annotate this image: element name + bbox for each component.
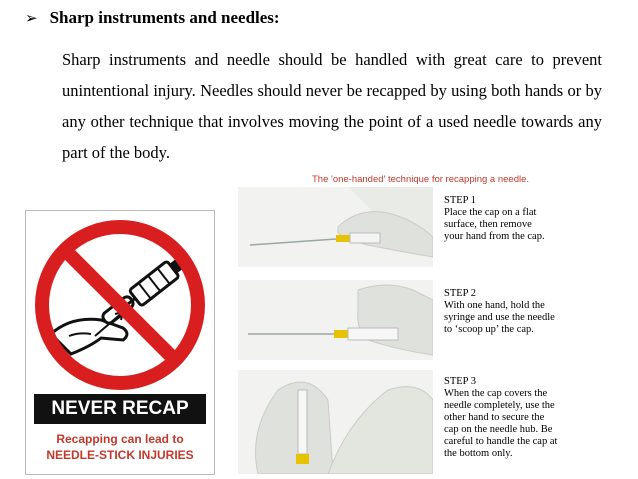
figure-caption: The 'one-handed' technique for recapping a needle. [312,174,530,185]
step2-photo [238,280,433,360]
step2-label: STEP 2 [444,288,476,299]
step1-photo [238,187,433,267]
sign-warning-line1: Recapping can lead to [56,432,184,446]
step1-label: STEP 1 [444,195,476,206]
sign-warning-line2: NEEDLE-STICK INJURIES [46,448,194,462]
step3-line: cap on the needle hub. Be [444,424,553,435]
step3-text [444,376,614,460]
step3-line: When the cap covers the [444,388,548,399]
step3-label: STEP 3 [444,376,476,387]
step3-line: careful to handle the cap at [444,436,558,447]
no-recap-prohibition-icon [31,216,209,394]
step3-photo [238,370,433,474]
step2-line: syringe and use the needle [444,312,555,323]
section-heading [25,8,280,28]
step3-line: the bottom only. [444,448,513,459]
never-recap-title: NEVER RECAP [34,394,206,424]
step1-line: surface, then remove [444,219,532,230]
never-recap-sign [25,210,215,475]
step1-line: your hand from the cap. [444,231,545,242]
arrow-bullet-icon: ➢ [25,10,38,27]
step1-line: Place the cap on a flat [444,207,537,218]
step2-line: With one hand, hold the [444,300,545,311]
heading-title: Sharp instruments and needles: [49,8,280,27]
step1-text [444,195,614,243]
step2-line: to ‘scoop up’ the cap. [444,324,534,335]
sign-warning [34,431,206,463]
step3-line: needle completely, use the [444,400,555,411]
step2-text [444,288,614,336]
step3-line: other hand to secure the [444,412,545,423]
body-paragraph: Sharp instruments and needle should be handled with great care to prevent unintentional injury. Needles should never be recapped by using both hands or by any other technique that involves moving the point of a used needle towards any part of the body. [62,50,602,162]
